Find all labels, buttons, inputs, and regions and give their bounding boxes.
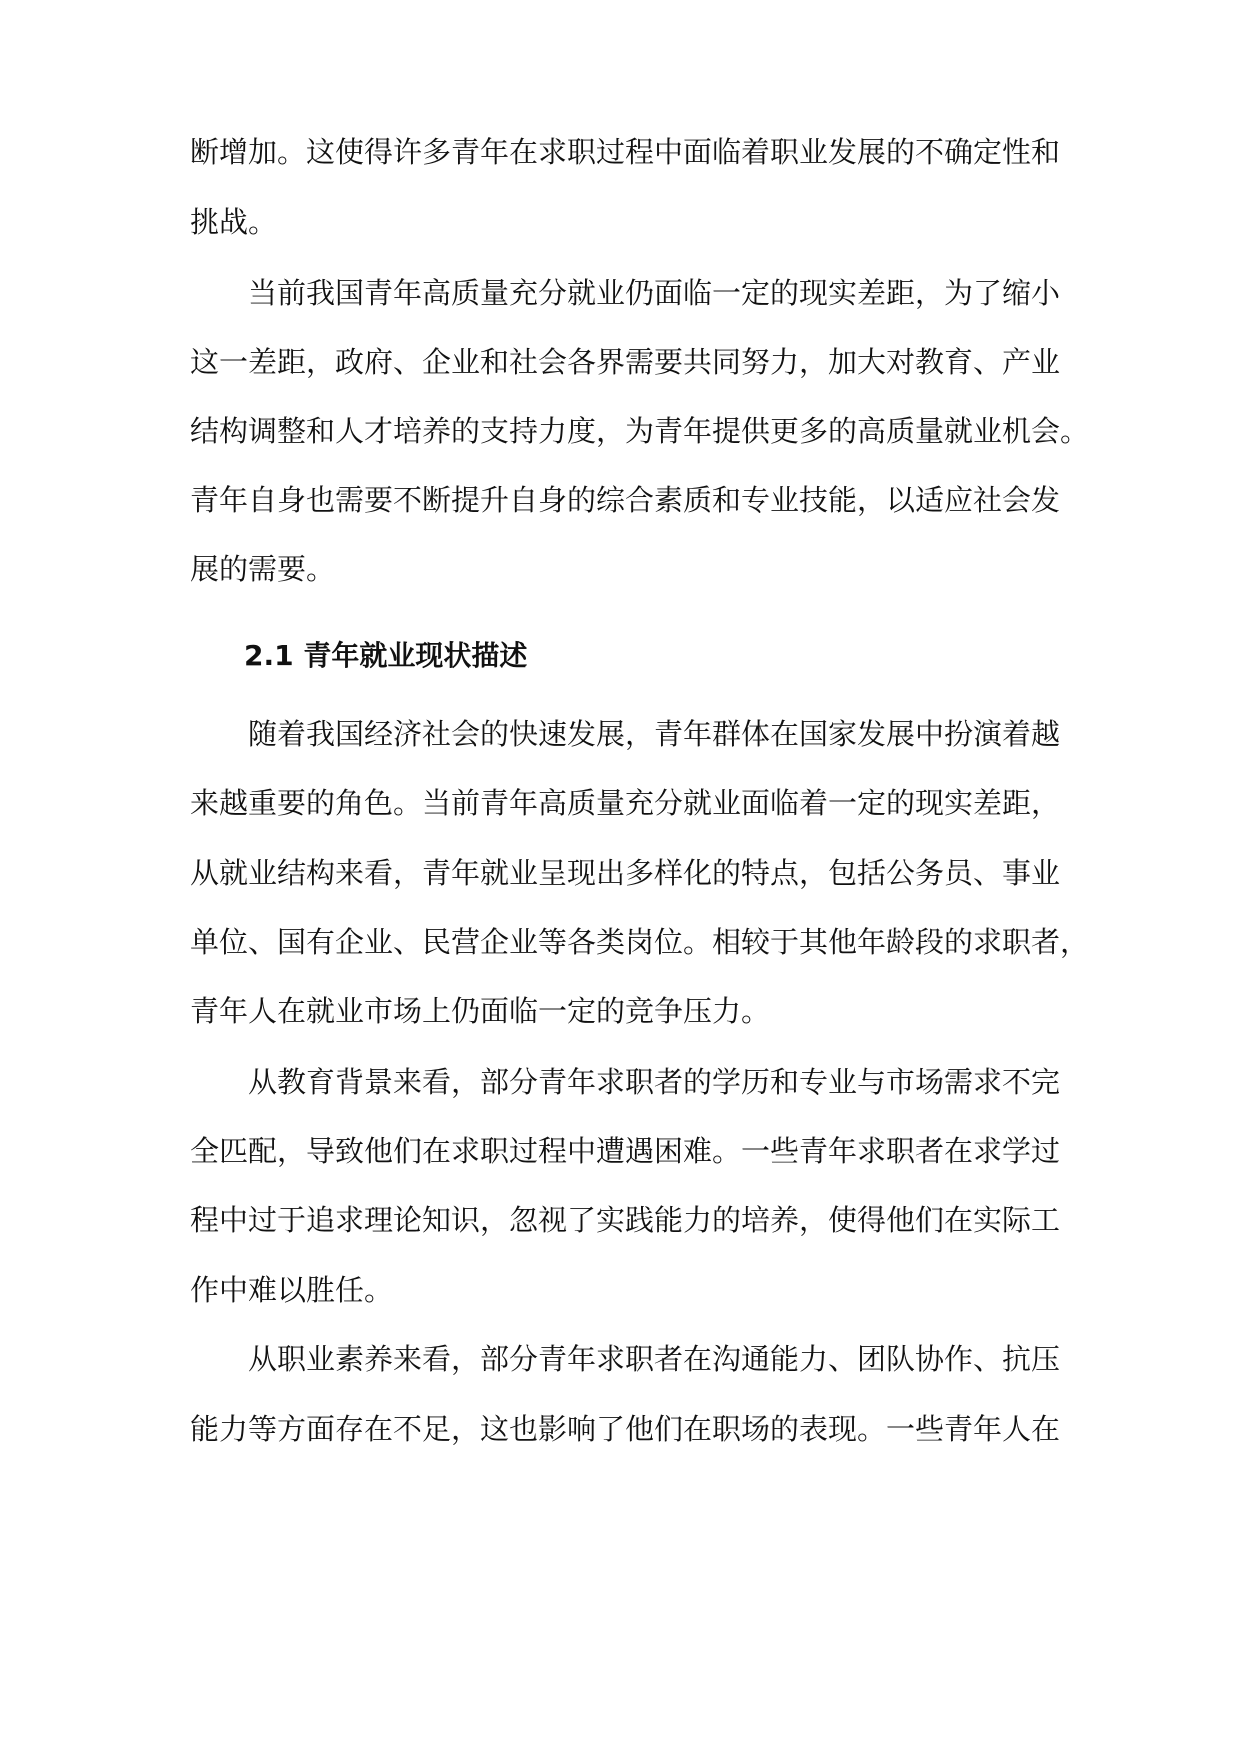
paragraph-3-line-5: 青年人在就业市场上仍面临一定的竞争压力。 xyxy=(190,994,771,1028)
paragraph-4-line-2: 全匹配，导致他们在求职过程中遭遇困难。一些青年求职者在求学过 xyxy=(190,1134,1061,1168)
paragraph-2-line-4: 青年自身也需要不断提升自身的综合素质和专业技能，以适应社会发 xyxy=(190,483,1061,517)
paragraph-4-line-3: 程中过于追求理论知识，忽视了实践能力的培养，使得他们在实际工 xyxy=(190,1203,1061,1237)
paragraph-2-line-3: 结构调整和人才培养的支持力度，为青年提供更多的高质量就业机会。 xyxy=(190,414,1090,448)
section-heading: 2.1 青年就业现状描述 xyxy=(244,639,528,672)
paragraph-5-line-2: 能力等方面存在不足，这也影响了他们在职场的表现。一些青年人在 xyxy=(190,1412,1061,1446)
paragraph-2-line-2: 这一差距，政府、企业和社会各界需要共同努力，加大对教育、产业 xyxy=(190,345,1061,379)
paragraph-5-line-1: 从职业素养来看，部分青年求职者在沟通能力、团队协作、抗压 xyxy=(248,1342,1061,1376)
paragraph-4-line-1: 从教育背景来看，部分青年求职者的学历和专业与市场需求不完 xyxy=(248,1065,1061,1099)
paragraph-2-line-5: 展的需要。 xyxy=(190,552,336,586)
paragraph-3-line-4: 单位、国有企业、民营企业等各类岗位。相较于其他年龄段的求职者， xyxy=(190,925,1090,959)
paragraph-4-line-4: 作中难以胜任。 xyxy=(190,1273,394,1307)
paragraph-2-line-1: 当前我国青年高质量充分就业仍面临一定的现实差距，为了缩小 xyxy=(248,276,1061,310)
paragraph-3-line-2: 来越重要的角色。当前青年高质量充分就业面临着一定的现实差距， xyxy=(190,786,1061,820)
paragraph-1-line-2: 挑战。 xyxy=(190,205,278,239)
paragraph-3-line-1: 随着我国经济社会的快速发展，青年群体在国家发展中扮演着越 xyxy=(248,717,1061,751)
paragraph-1-line-1: 断增加。这使得许多青年在求职过程中面临着职业发展的不确定性和 xyxy=(190,135,1061,169)
paragraph-3-line-3: 从就业结构来看，青年就业呈现出多样化的特点，包括公务员、事业 xyxy=(190,856,1061,890)
